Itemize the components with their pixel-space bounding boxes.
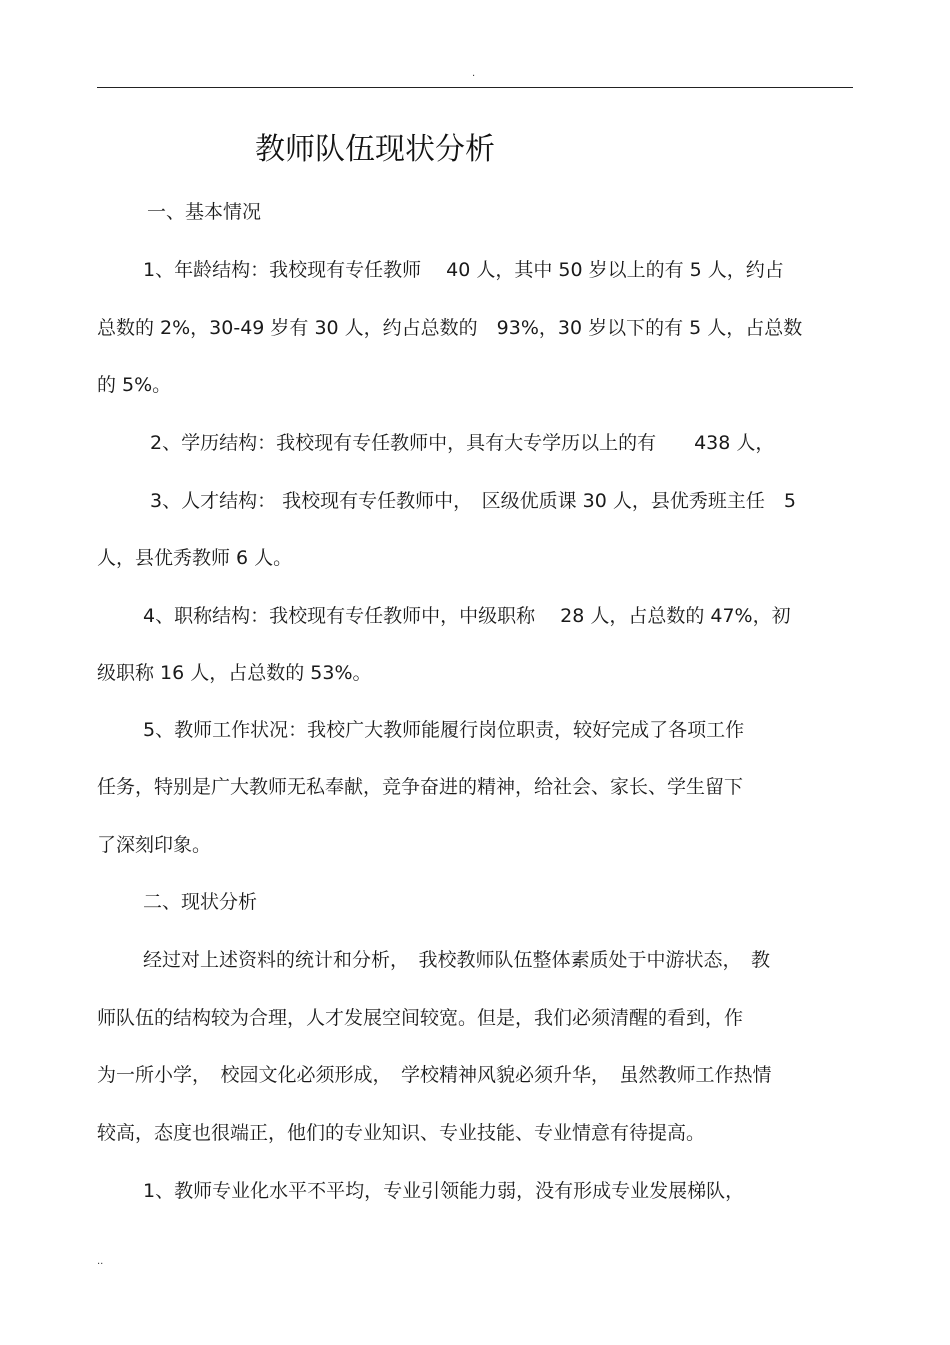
paragraph-analysis-line-3: 为一所小学， 校园文化必须形成， 学校精神风貌必须升华， 虽然教师工作热情 [97,1064,772,1086]
paragraph-talent-line-2: 人，县优秀教师 6 人。 [97,547,293,569]
header-rule [97,87,853,88]
paragraph-analysis-line-1: 经过对上述资料的统计和分析， 我校教师队伍整体素质处于中游状态， 教 [143,949,771,971]
paragraph-work-line-2: 任务，特别是广大教师无私奉献，竞争奋进的精神，给社会、家长、学生留下 [97,776,744,798]
paragraph-work-line-3: 了深刻印象。 [97,834,212,856]
paragraph-analysis-line-4: 较高，态度也很端正，他们的专业知识、专业技能、专业情意有待提高。 [97,1122,706,1144]
paragraph-age-line-1: 1、年龄结构：我校现有专任教师 40 人，其中 50 岁以上的有 5 人，约占 [143,259,784,281]
paragraph-age-line-3: 的 5%。 [97,374,172,396]
footer-dots: .. [97,1256,104,1267]
paragraph-title-line-2: 级职称 16 人，占总数的 53%。 [97,662,372,684]
document-title: 教师队伍现状分析 [255,132,495,167]
paragraph-education: 2、学历结构：我校现有专任教师中，具有大专学历以上的有 438 人， [150,432,775,454]
section-heading-analysis: 二、现状分析 [143,891,258,913]
paragraph-talent-line-1: 3、人才结构： 我校现有专任教师中， 区级优质课 30 人，县优秀班主任 5 [150,490,796,512]
header-dot: . [472,68,476,79]
paragraph-analysis-line-2: 师队伍的结构较为合理，人才发展空间较宽。但是，我们必须清醒的看到，作 [97,1007,744,1029]
section-heading-basic: 一、基本情况 [147,201,262,223]
paragraph-title-line-1: 4、职称结构：我校现有专任教师中，中级职称 28 人，占总数的 47%，初 [143,605,791,627]
paragraph-point-1: 1、教师专业化水平不平均，专业引领能力弱，没有形成专业发展梯队， [143,1180,745,1202]
paragraph-age-line-2: 总数的 2%，30-49 岁有 30 人，约占总数的 93%，30 岁以下的有 5 人，占总数 [97,317,803,339]
paragraph-work-line-1: 5、教师工作状况：我校广大教师能履行岗位职责，较好完成了各项工作 [143,719,745,741]
